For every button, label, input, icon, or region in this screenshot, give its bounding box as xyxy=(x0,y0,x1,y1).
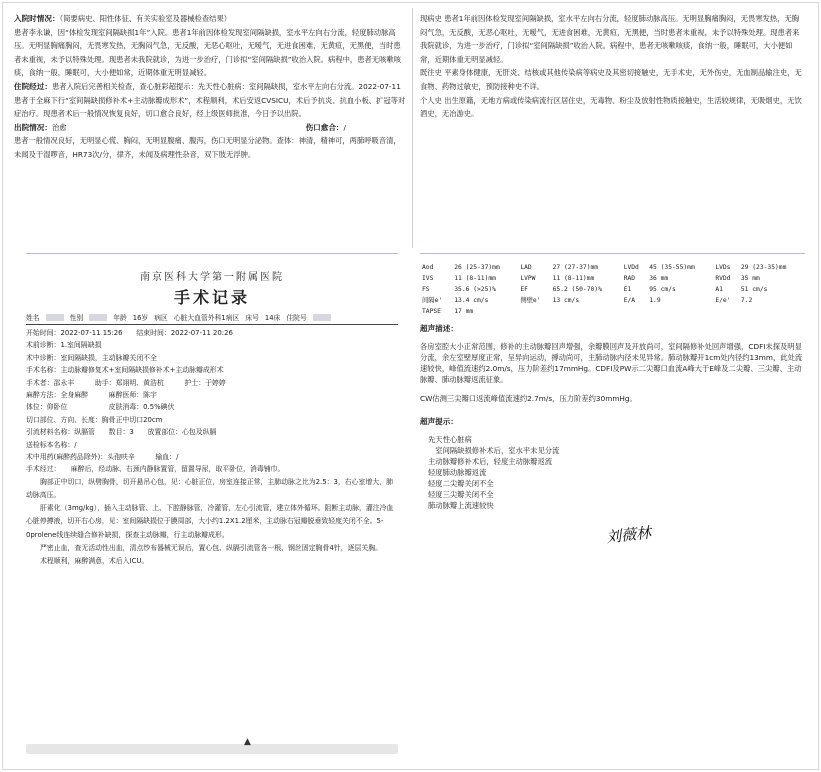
echo-label: RAD xyxy=(623,275,636,282)
discharge-status: 治愈 xyxy=(51,122,67,132)
echo-value: 95 cm/s xyxy=(649,286,676,293)
admission-text: 患者李永谦，因“体检发现室间隔缺损1年”入院。患者1年前因体检发现室间隔缺损，室水平左向右分流，轻度肺动脉高压。无明显胸痛胸闷，无畏寒发热，无胸闷气急，无反酸，无恶心呕吐，无嗳气，无进食困难，无黄疸，无黑便，当时患者未重视，未予以特殊处理。现患者未我院就诊，为进一步治疗，门诊拟“室间隔缺损”收治入院。病程中，患者无咳嗽咳痰，食纳一般，睡眠可，大小便如常，近期体重无明显减轻。 xyxy=(14,27,401,78)
echo-value: 13.4 cm/s xyxy=(454,297,489,304)
surgery-field-line: 术中用药(麻醉药品除外)：头孢呋辛 输血：/ xyxy=(26,453,179,462)
treatment-heading: 住院经过： xyxy=(14,81,52,91)
name-label: 姓名 xyxy=(26,314,40,322)
scroll-up-icon[interactable]: ▲ xyxy=(244,737,251,747)
echo-label: 侧壁e' xyxy=(520,297,541,304)
hint-item: 室间隔缺损修补术后，室水平未见分流 xyxy=(428,445,560,455)
surgery-field-line: 开始时间：2022-07-11 15:26 结束时间：2022-07-11 20:26 xyxy=(26,329,233,337)
ward-label: 病区 xyxy=(154,314,168,322)
echo-label: 间隔e' xyxy=(422,297,443,304)
age-label: 年龄 xyxy=(113,314,127,322)
surgery-field-line: 手术经过： 麻醉后，经动脉、右颈内静脉置管，留置导尿，取平卧位，消毒铺巾。 xyxy=(26,465,285,474)
surgery-procedure xyxy=(26,476,398,568)
discharge-summary-page xyxy=(14,12,406,244)
hint-item: 主动脉瓣修补术后，轻度主动脉瓣返流 xyxy=(428,456,553,466)
wound-value: / xyxy=(343,122,346,132)
discharge-heading: 出院情况： xyxy=(14,122,52,132)
echo-value: 13 cm/s xyxy=(552,297,580,304)
admission-heading: 入院时情况： xyxy=(14,14,60,23)
hint-heading: 超声提示： xyxy=(420,416,458,426)
bed-value: 14床 xyxy=(264,314,281,322)
surgery-field-line: 送检标本名称：/ xyxy=(26,440,77,449)
page-divider-left xyxy=(26,253,398,254)
redacted-sex xyxy=(89,314,107,321)
echo-value: 17 mm xyxy=(454,308,474,315)
page-divider-vertical xyxy=(412,8,413,248)
hint-item: 轻度二尖瓣关闭不全 xyxy=(428,478,494,488)
echo-value: 1.9 xyxy=(649,297,661,304)
admission-note: （简要病史、阳性体征、有关实验室及器械检查结果） xyxy=(59,14,232,23)
bed-label: 床号 xyxy=(245,314,259,322)
echo-row xyxy=(420,284,805,295)
surgery-field-line: 手术名称：主动脉瓣修复术+室间隔缺损修补术+主动脉瓣成形术 xyxy=(26,366,224,375)
cw-text: CW估测三尖瓣口返流峰值流速约2.7m/s，压力阶差约30mmHg。 xyxy=(420,393,637,403)
procedure-paragraph: 肝素化（3mg/kg），插入主动脉管、上、下腔静脉管，冷灌管，左心引流管，建立体外循环。阻断主动脉，灌注冷血心脏停搏液，切开右心房，见：室间隔缺损位于膜周部，大小约1.2X1.2厘米，主动脉右冠瓣脱垂致轻度关闭不全。5-0prolene线连续缝合修补缺损，探查主动脉瓣，行主动脉瓣成形。 xyxy=(26,504,394,539)
echo-row xyxy=(420,306,805,317)
ward-value: 心脏大血管外科1病区 xyxy=(173,314,240,322)
echo-value: 36 mm xyxy=(649,275,669,282)
page-divider-right xyxy=(420,253,805,254)
surgery-field-line: 手术者：邵永丰 助手：郑翊明、黄浩杭 护士：于婷婷 xyxy=(26,378,226,387)
doctor-signature: 刘薇林 xyxy=(605,523,652,547)
echo-value: 65.2 (50-70)% xyxy=(552,286,602,293)
history-page xyxy=(420,12,805,244)
hint-item: 轻度肺动脉瓣返流 xyxy=(428,467,487,477)
echo-row xyxy=(420,262,805,273)
patient-info xyxy=(26,312,398,325)
personal-history: 个人史 出生原籍，无地方病或传染病流行区居住史，无毒物、粉尘及放射性物质接触史，生活较规律，无吸烟史，无饮酒史，无冶游史。 xyxy=(420,95,802,119)
echo-value: 29 (23-35)mm xyxy=(740,264,787,271)
echo-label xyxy=(518,306,550,317)
description-text: 各房室腔大小正常范围，修补的主动脉瓣回声增强，余瓣膜回声及开放尚可，室间隔修补处回声增强，CDFI未探及明显分流，余左室壁厚度正常，呈异向运动，搏动尚可，主肺动脉内径未见异常。肺动脉瓣开1cm处内径约13mm，此处流速较快，峰值流速约2.0m/s，压力阶差约17mmHg。CDFI及PW示二尖瓣口血流A峰大于E峰及二尖瓣、三尖瓣、主动脉瓣、肺动脉瓣返流征象。 xyxy=(420,342,803,385)
echo-label: FS xyxy=(422,286,430,293)
echo-value: 7.2 xyxy=(740,297,753,304)
surgery-fields xyxy=(26,327,398,476)
ultrasound-report-page xyxy=(420,262,805,744)
echo-label: E/e' xyxy=(715,297,731,304)
echo-label: TAPSE xyxy=(422,308,441,315)
echo-label: Aod xyxy=(422,264,434,271)
echo-value: 26 (25-37)mm xyxy=(454,264,500,271)
procedure-paragraph: 严密止血，查无活动性出血，清点纱布器械无误后，置心包、纵膈引流管各一根，钢丝固定胸骨4针，逐层关胸。 xyxy=(40,543,383,552)
echo-measurements-table xyxy=(420,262,805,317)
redacted-name xyxy=(46,314,64,321)
echo-value: 35.6 (>25)% xyxy=(454,286,496,293)
horizontal-scrollbar[interactable] xyxy=(26,744,398,754)
echo-label: A1 xyxy=(715,286,723,293)
echo-row xyxy=(420,273,805,284)
echo-label: LAD xyxy=(520,264,532,271)
echo-label: EF xyxy=(520,286,528,293)
surgery-field-line: 体位：仰卧位 皮肤消毒：0.5%碘伏 xyxy=(26,403,175,412)
echo-value: 35 mm xyxy=(740,275,760,282)
discharge-text: 患者一般情况良好，无明显心慌、胸闷，无明显腹痛、腹泻，伤口无明显分泌物。查体：神清，精神可，两肺呼吸音清，未闻及干湿啰音，HR73次/分，律齐，未闻及病理性杂音，双下肢无浮肿。 xyxy=(14,136,401,159)
page-title: 手术记录 xyxy=(173,288,250,307)
echo-value: 11 (8-11)mm xyxy=(552,275,595,282)
echo-value xyxy=(551,306,622,317)
echo-value: 27 (27-37)mm xyxy=(552,264,599,271)
surgery-field-line: 术中诊断：室间隔缺损，主动脉瓣关闭不全 xyxy=(26,353,157,362)
sex-label: 性别 xyxy=(69,314,84,322)
echo-label: RVDd xyxy=(715,275,731,282)
echo-label: LVPW xyxy=(520,275,536,282)
surgery-field-line: 术前诊断：1.室间隔缺损 xyxy=(26,341,102,350)
echo-value: 45 (35-55)mm xyxy=(649,264,695,271)
hint-item: 先天性心脏病 xyxy=(428,434,472,444)
surgery-field-line: 麻醉方法：全身麻醉 麻醉医师：陈宇 xyxy=(26,391,157,400)
echo-label: E1 xyxy=(623,286,632,293)
echo-value: 51 cm/s xyxy=(740,286,768,293)
procedure-paragraph: 胸部正中切口，纵劈胸骨，切开悬吊心包，见：心脏正位，房室连接正常，主肺动脉之比为2.5：3，右心室增大，肺动脉高压。 xyxy=(26,477,393,500)
id-label: 住院号 xyxy=(286,314,307,322)
present-history: 现病史 患者1年前因体检发现室间隔缺损，室水平左向右分流，轻度肺动脉高压。无明显胸痛胸闷，无畏寒发热，无胸闷气急，无反酸，无恶心呕吐，无嗳气，无进食困难，无黄疸，无黑便，当时患者未重视，未予以特殊处理。现患者来我院就诊，为进一步治疗，门诊拟“室间隔缺损”收治入院。病程中，患者无咳嗽咳痰，食纳一般，睡眠可，大小便如常，近期体重无明显减轻。 xyxy=(420,14,800,64)
redacted-id xyxy=(313,314,331,321)
hospital-name: 南京医科大学第一附属医院 xyxy=(140,272,284,283)
echo-label: E/A xyxy=(623,297,636,304)
age-value: 16岁 xyxy=(132,314,149,322)
echo-value: 11 (8-11)mm xyxy=(454,275,496,282)
past-history: 既往史 平素身体健康，无肝炎、结核或其他传染病等病史及其密切接触史，无手术史，无外伤史，无血制品输注史，无食物、药物过敏史，预防接种史不详。 xyxy=(420,68,802,91)
echo-label xyxy=(713,306,739,317)
wound-heading: 伤口愈合： xyxy=(305,122,344,132)
echo-value xyxy=(739,306,805,317)
echo-row xyxy=(420,295,805,306)
hint-item: 肺动脉瓣上流速较快 xyxy=(428,500,494,510)
echo-label: IVS xyxy=(422,275,434,282)
hint-item: 轻度三尖瓣关闭不全 xyxy=(428,489,494,499)
surgery-record-page xyxy=(26,262,398,744)
echo-value xyxy=(647,306,713,317)
echo-label: LVDd xyxy=(623,264,639,271)
treatment-text: 患者入院后完善相关检查，查心脏彩超提示：先天性心脏病：室间隔缺损，室水平左向右分流。2022-07-11患者于全麻下行“室间隔缺损修补术+主动脉瓣成形术”，术程顺利，术后安返CVSICU，术后予抗炎、抗血小板、扩冠等对症治疗。现患者术后一般情况恢复良好，切口愈合良好，经上级医师批准，今日予以出院。 xyxy=(14,81,406,119)
echo-label xyxy=(622,306,648,317)
surgery-field-line: 切口部位、方向、长度：胸骨正中切口20cm xyxy=(26,415,163,424)
surgery-field-line: 引流材料名称：纵膈管 数目：3 放置部位：心包及纵膈 xyxy=(26,428,217,437)
hint-list xyxy=(420,434,805,511)
procedure-paragraph: 术程顺利，麻醉满意，术后入ICU。 xyxy=(40,557,149,566)
echo-label: LVDs xyxy=(715,264,731,271)
description-heading: 超声描述： xyxy=(420,324,458,333)
